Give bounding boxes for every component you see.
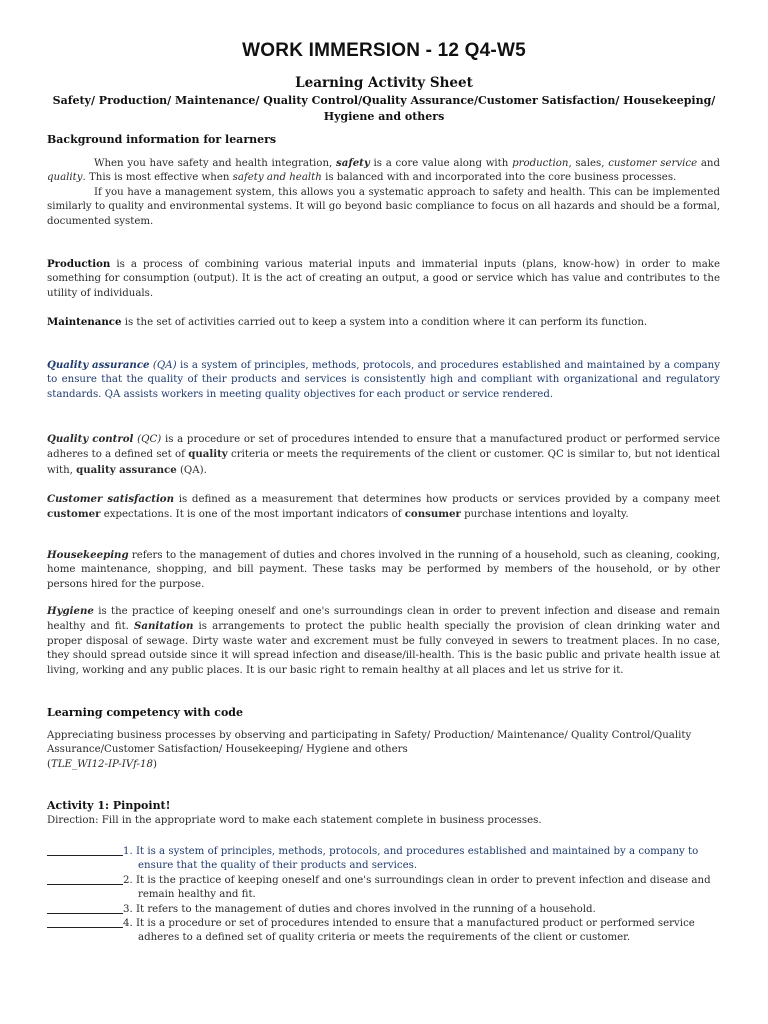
qc-paragraph (47, 432, 720, 478)
production-text: is a process of combining various material inputs and immaterial inputs (plans, know-how) in order to make something for consumption (output). It is the act of creating an output, a good or service which has value and contributes to the utility of individuals. (47, 259, 720, 299)
production-paragraph (47, 257, 720, 301)
maintenance-term: Maintenance (47, 316, 122, 328)
text-run: When you have safety and health integration, (94, 158, 336, 169)
text-run: . This is most effective when (82, 172, 233, 184)
text-bold: quality assurance (76, 463, 177, 476)
customer-satisfaction-paragraph (47, 492, 720, 523)
item-text: 4. It is a procedure or set of procedures intended to ensure that a manufactured product or performed service adheres to a defined set of quality criteria or meets the requirements of the client or customer. (123, 918, 695, 944)
text-run: is balanced with and incorporated into the core business processes. (321, 172, 677, 184)
safety-term: safety (335, 157, 370, 169)
text-run: is arrangements to protect the public health specially the provision of clean drinking water and proper disposal of sewage. Dirty waste water and excrement must be fully conveyed in sewers to treatment places. In no case, they should spread outside since it will spread infection and disease/ill-health. This is the basic public and private health issue at living, working and any public places. It is our basic right to remain healthy at all places and let us strive for it. (47, 621, 720, 676)
text-italic: safety and health (232, 172, 322, 184)
text-bold: customer (47, 508, 101, 521)
qa-abbr: (QA) (149, 360, 177, 371)
maintenance-text: is the set of activities carried out to keep a system into a condition where it can perform its function. (121, 317, 648, 328)
background-heading: Background information for learners (47, 133, 277, 146)
housekeeping-text: refers to the management of duties and chores involved in the running of a household, such as cleaning, cooking, home maintenance, shopping, and bill payment. These tasks may be performed by members of the household, or by other persons hired for the purpose. (47, 550, 720, 590)
qa-term: Quality assurance (47, 359, 150, 371)
maintenance-paragraph (47, 315, 720, 330)
answer-blank[interactable] (47, 845, 123, 856)
competency-heading: Learning competency with code (47, 706, 243, 719)
text-run: purchase intentions and loyalty. (460, 509, 629, 521)
qc-term: Quality control (47, 433, 134, 445)
sheet-subtitle: Learning Activity Sheet (295, 75, 473, 91)
hygiene-paragraph (47, 604, 720, 678)
competency-code: TLE_WI12-IP-IVf-18 (50, 758, 153, 770)
answer-blank[interactable] (47, 917, 123, 928)
housekeeping-paragraph (47, 548, 720, 592)
answer-blank[interactable] (47, 874, 123, 885)
safety-section (47, 156, 720, 229)
activity-direction: Direction: Fill in the appropriate word to make each statement complete in business processes. (47, 815, 542, 826)
item-text: 1. It is a system of principles, methods, protocols, and procedures established and maintained by a company to ensure that the quality of their products and services. (123, 846, 699, 872)
text-italic: production (512, 158, 569, 169)
safety-paragraph-2: If you have a management system, this allows you a systematic approach to safety and health. This can be implemented similarly to quality and environmental systems. It will go beyond basic compliance to focus on all hazards and should be a formal, documented system. (47, 186, 720, 227)
text-run: (QA). (176, 464, 207, 476)
text-run: and (697, 158, 720, 169)
text-run: , sales, (568, 158, 609, 169)
housekeeping-term: Housekeeping (47, 549, 129, 561)
text-italic: quality (47, 172, 83, 184)
text-run: is a core value along with (369, 158, 513, 169)
topics-line: Safety/ Production/ Maintenance/ Quality Control/Quality Assurance/Customer Satisfaction/ Housekeeping/ Hygiene and others (52, 94, 716, 123)
qa-text: is a system of principles, methods, protocols, and procedures established and maintained by a company to ensure that the quality of their products and services is consistently high and compliant with organizational and regulatory standards. QA assists workers in meeting quality objectives for each product or service rendered. (47, 360, 720, 400)
text-bold: consumer (404, 508, 461, 521)
safety-paragraph-1 (47, 156, 720, 186)
activity-item (47, 917, 727, 946)
activity-item (47, 845, 727, 874)
text-run: criteria or meets the requirements of the client or customer. QC is similar to, but not identical with, (47, 449, 720, 476)
text-run: is a procedure or set of procedures intended to ensure that a manufactured product or performed service adheres to a defined set of (47, 434, 720, 461)
qa-paragraph (47, 358, 720, 402)
activity-item (47, 903, 727, 917)
text-italic: customer service (608, 158, 698, 169)
hygiene-term: Hygiene (47, 605, 94, 617)
text-run: is defined as a measurement that determines how products or services provided by a company meet (174, 494, 720, 505)
text-bold: quality (188, 448, 228, 461)
qc-abbr: (QC) (133, 434, 162, 445)
text-run: expectations. It is one of the most important indicators of (100, 509, 405, 521)
competency-paragraph: Appreciating business processes by observing and participating in Safety/ Production/ Maintenance/ Quality Control/Quality Assurance/Customer Satisfaction/ Housekeeping/ Hygiene and others (TLE_WI12-IP-IVf-18) (47, 730, 692, 770)
activity-heading: Activity 1: Pinpoint! (47, 799, 171, 812)
item-text: 2. It is the practice of keeping oneself and one's surroundings clean in order to prevent infection and disease and remain healthy and fit. (123, 875, 711, 901)
competency-text: Appreciating business processes by observing and participating in Safety/ Production/ Maintenance/ Quality Control/Quality Assurance/Customer Satisfaction/ Housekeeping/ Hygiene and others (47, 730, 692, 756)
activity-item (47, 874, 727, 903)
text-run: is the practice of keeping oneself and one's surroundings clean in order to prevent infection and disease and remain healthy and fit. (47, 606, 720, 633)
page-title: WORK IMMERSION - 12 Q4-W5 (242, 40, 526, 61)
production-term: Production (47, 258, 111, 270)
sanitation-term: Sanitation (134, 620, 194, 633)
cs-term: Customer satisfaction (47, 493, 175, 505)
answer-blank[interactable] (47, 903, 123, 914)
item-text: 3. It refers to the management of duties and chores involved in the running of a household. (123, 904, 596, 915)
